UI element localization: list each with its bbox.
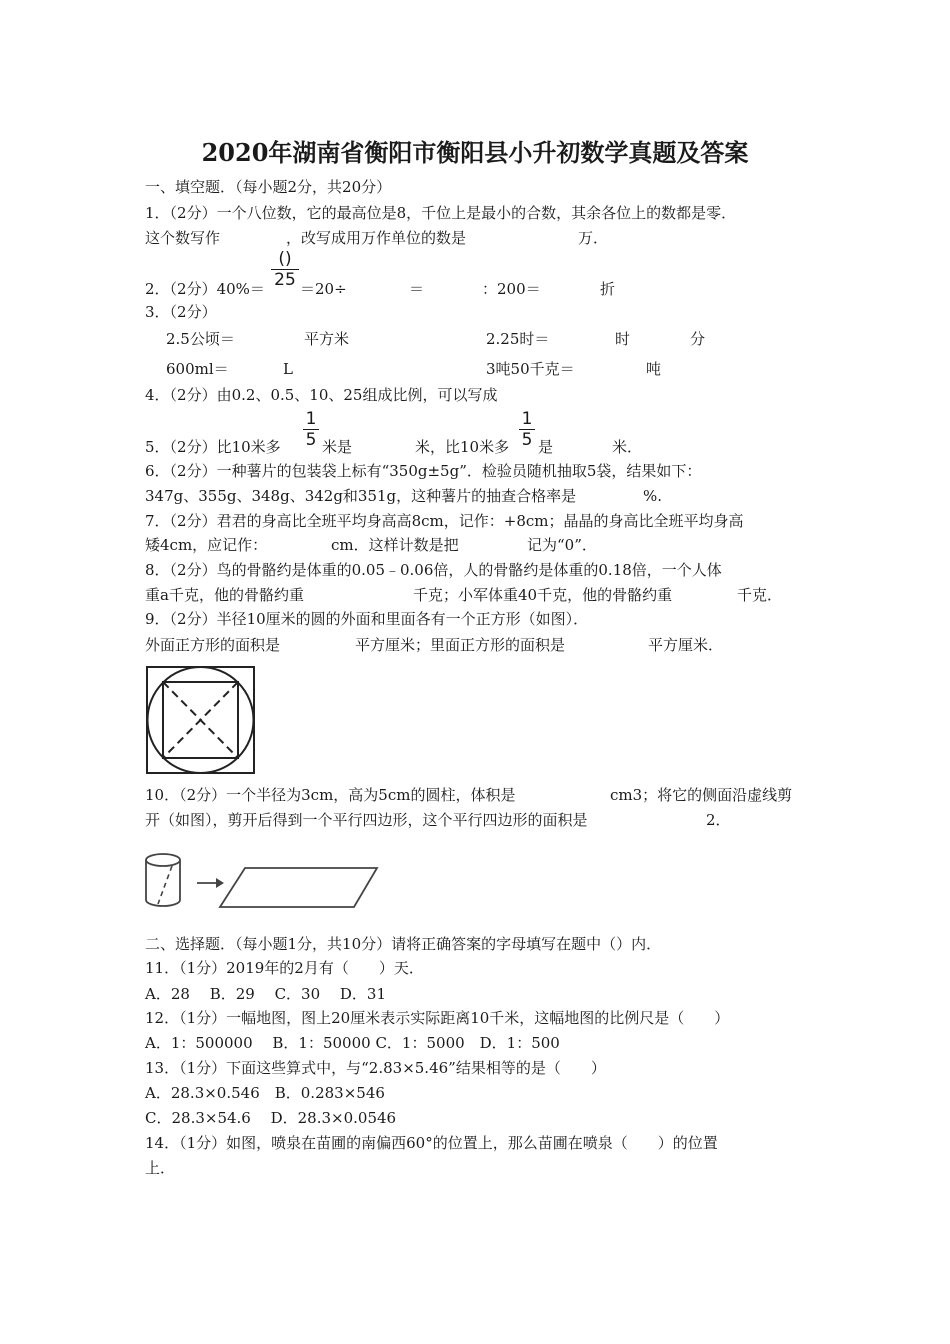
- q5-fraction-2-denominator: 5: [521, 430, 533, 450]
- q4-text: 4．（2分）由0.2、0.5、10、25组成比例，可以写成: [145, 386, 498, 404]
- q3-row2-b: L: [283, 360, 293, 378]
- q14-line2: 上．: [145, 1159, 176, 1177]
- section1-heading: 一、填空题．（每小题2分，共20分）: [145, 178, 392, 196]
- q11-stem: 11．（1分）2019年的2月有（ ）天．: [145, 959, 424, 977]
- q2-part-b: ＝20÷: [300, 280, 347, 298]
- q5-part-a: 5．（2分）比10米多: [145, 438, 281, 456]
- q1-line2-b: ，改写成用万作单位的数是: [286, 229, 467, 247]
- q5-fraction-2-numerator: 1: [521, 409, 533, 429]
- q1-line2-a: 这个数写作: [145, 229, 221, 247]
- q11-options: A．28 B．29 C．30 D．31: [145, 985, 387, 1003]
- q7-line2-a: 矮4cm，应记作：: [145, 536, 268, 554]
- q6-line2-a: 347g、355g、348g、342g和351g，这种薯片的抽查合格率是: [145, 487, 577, 505]
- q14-line1: 14．（1分）如图，喷泉在苗圃的南偏西60°的位置上，那么苗圃在喷泉（ ）的位置: [145, 1134, 718, 1152]
- q2-part-c: ＝: [409, 280, 425, 298]
- cylinder-top: [146, 854, 180, 866]
- q3-row1-b: 平方米: [304, 330, 350, 348]
- q3-row1-e: 分: [690, 330, 706, 348]
- q6-line1: 6．（2分）一种薯片的包装袋上标有“350g±5g”．检验员随机抽取5袋，结果如下：: [145, 462, 702, 480]
- q7-line2-b: cm．这样计数是把: [331, 536, 459, 554]
- cylinder-bottom: [146, 900, 180, 906]
- q7-line2-c: 记为“0”．: [527, 536, 597, 554]
- q5-fraction-1-numerator: 1: [305, 409, 317, 429]
- q5-part-b: 米是: [322, 438, 353, 456]
- q3-row1-c: 2.25时＝: [486, 330, 550, 348]
- q9-line1: 9．（2分）半径10厘米的圆的外面和里面各有一个正方形（如图）．: [145, 610, 589, 628]
- q9-line2-c: 平方厘米．: [648, 636, 724, 654]
- q10-line1-b: cm3；将它的侧面沿虚线剪: [610, 786, 793, 804]
- q10-cylinder-figure: [142, 850, 382, 914]
- q5-fraction-2: [519, 410, 535, 449]
- q2-fraction-denominator: 25: [274, 270, 296, 290]
- q10-line2-b: 2．: [706, 811, 731, 829]
- q13-options-1: A．28.3×0.546 B．0.283×546: [145, 1084, 385, 1102]
- q12-options: A．1：500000 B．1：50000 C．1：5000 D．1：500: [145, 1034, 560, 1052]
- q2-part-a: 2．（2分）40%＝: [145, 280, 265, 298]
- q5-fraction-1-denominator: 5: [305, 430, 317, 450]
- q3-row2-d: 吨: [646, 360, 662, 378]
- section2-heading: 二、选择题．（每小题1分，共10分）请将正确答案的字母填写在题中（）内．: [145, 935, 662, 953]
- q10-line1-a: 10．（2分）一个半径为3cm，高为5cm的圆柱，体积是: [145, 786, 516, 804]
- q5-part-c: 米，比10米多: [415, 438, 510, 456]
- q6-line2-b: %.: [643, 487, 663, 505]
- q3-row1-a: 2.5公顷＝: [166, 330, 235, 348]
- q9-circle-square-figure: [144, 664, 258, 776]
- q8-line2-c: 千克．: [737, 586, 783, 604]
- q1-line2-c: 万．: [578, 229, 609, 247]
- parallelogram: [220, 868, 377, 907]
- q2-fraction: [271, 250, 299, 289]
- q3-row2-c: 3吨50千克＝: [486, 360, 575, 378]
- cut-line: [158, 866, 172, 904]
- q8-line2-b: 千克；小军体重40千克，他的骨骼约重: [413, 586, 673, 604]
- q3-head: 3．（2分）: [145, 303, 217, 321]
- q2-part-e: 折: [600, 280, 616, 298]
- q7-line1: 7．（2分）君君的身高比全班平均身高高8cm，记作：+8cm；晶晶的身高比全班平均身高: [145, 512, 744, 530]
- q9-line2-a: 外面正方形的面积是: [145, 636, 281, 654]
- q10-line2-a: 开（如图），剪开后得到一个平行四边形，这个平行四边形的面积是: [145, 811, 588, 829]
- q8-line1: 8．（2分）鸟的骨骼约是体重的0.05﹣0.06倍，人的骨骼约是体重的0.18倍，一个人体: [145, 561, 722, 579]
- q2-part-d: ：200＝: [482, 280, 541, 298]
- q5-fraction-1: [303, 410, 319, 449]
- arrow-icon: [216, 878, 224, 888]
- q13-options-2: C．28.3×54.6 D．28.3×0.0546: [145, 1109, 397, 1127]
- q3-row2-a: 600ml＝: [166, 360, 229, 378]
- q1-line1: 1．（2分）一个八位数，它的最高位是8，千位上是最小的合数，其余各位上的数都是零．: [145, 204, 737, 222]
- q5-part-d: 是: [538, 438, 554, 456]
- q13-stem: 13．（1分）下面这些算式中，与“2.83×5.46”结果相等的是（ ）: [145, 1059, 606, 1077]
- q9-line2-b: 平方厘米；里面正方形的面积是: [355, 636, 566, 654]
- q2-fraction-numerator: (): [278, 249, 292, 269]
- q8-line2-a: 重a千克，他的骨骼约重: [145, 586, 304, 604]
- q3-row1-d: 时: [615, 330, 631, 348]
- q5-part-e: 米．: [612, 438, 643, 456]
- page-title: 2020年湖南省衡阳市衡阳县小升初数学真题及答案: [201, 138, 749, 167]
- q12-stem: 12．（1分）一幅地图，图上20厘米表示实际距离10千米，这幅地图的比例尺是（ ）: [145, 1009, 730, 1027]
